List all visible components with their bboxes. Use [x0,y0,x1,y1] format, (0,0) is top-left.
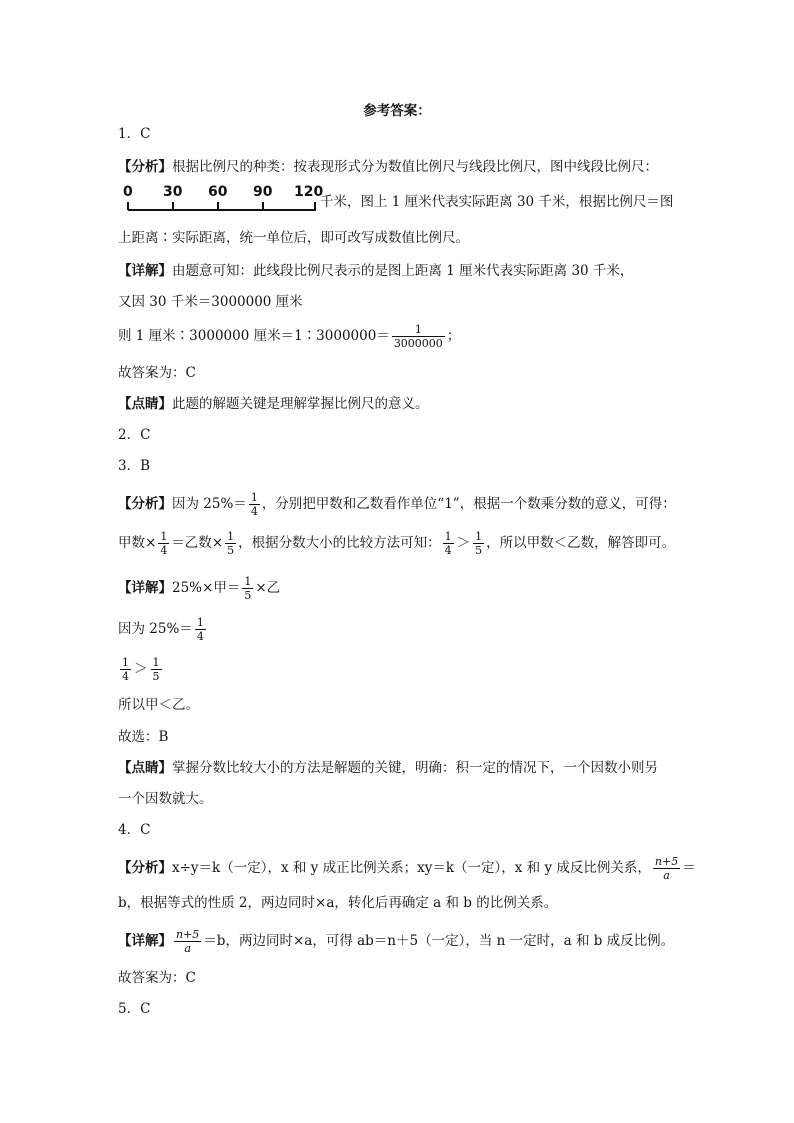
fraction-denominator: 4 [250,505,258,518]
fraction-denominator: 5 [244,589,252,602]
fraction-denominator: 3000000 [393,337,443,350]
fraction-denominator: 5 [152,670,160,683]
fraction-numerator: 1 [475,530,483,543]
fraction-numerator: 1 [244,575,252,588]
q3-number: 3．B [118,458,151,474]
fraction-numerator: 1 [160,530,168,543]
scale-tick-label: 0 [123,184,133,200]
q1-number: 1．C [118,126,151,142]
q3-detail-text: 25%×甲＝ [172,580,241,596]
q3-analysis-text: ＝乙数× [171,535,224,551]
scale-tick-label: 60 [208,184,228,200]
q4-analysis-line2: b，根据等式的性质 2，两边同时×a，转化后再确定 a 和 b 的比例关系。 [118,895,558,911]
q1-detail-text: 由题意可知：此线段比例尺表示的是图上距离 1 厘米代表实际距离 30 千米， [172,263,634,279]
q1-detail-line3-text: 则 1 厘米∶3000000 厘米＝1∶3000000＝ [118,328,390,344]
greater-than-sign: ＞ [456,535,471,551]
fraction-denominator: a [184,942,191,955]
fraction-numerator: n+5 [654,855,679,868]
q3-comment [118,758,658,778]
q1-comment-text: 此题的解题关键是理解掌握比例尺的意义。 [172,396,429,412]
detail-tag: 【详解】 [118,580,172,596]
q1-scale-after: 千米，图上 1 厘米代表实际距离 30 千米，根据比例尺＝图 [320,194,674,210]
page-title: 参考答案： [363,103,431,119]
fraction [174,928,201,955]
fraction-denominator: 4 [160,544,168,557]
q5-number: 5．C [118,1001,151,1017]
fraction-denominator: 4 [122,670,129,683]
q3-analysis-text: ，根据分数大小的比较方法可知： [238,535,441,551]
q4-answer: 故答案为：C [118,970,196,986]
comment-tag: 【点睛】 [118,396,172,412]
fraction-numerator: n+5 [176,928,200,941]
q1-analysis-text: 根据比例尺的种类：按表现形式分为数值比例尺与线段比例尺，图中线段比例尺： [172,159,658,175]
fraction [653,855,680,882]
fraction-numerator: 1 [444,530,452,543]
fraction [443,530,454,557]
fraction [120,656,131,683]
q4-number: 4．C [118,822,151,838]
fraction [151,656,162,683]
q1-detail [118,261,633,281]
comment-tag: 【点睛】 [118,760,172,776]
q1-detail-line3-end: ； [446,328,461,344]
q3-analysis-line2 [118,529,675,557]
fraction-numerator: 1 [250,491,258,504]
q3-analysis-text: ，分别把甲数和乙数看作单位“1”，根据一个数乘分数的意义，可得： [261,496,676,512]
fraction-numerator: 1 [227,530,235,543]
q1-answer: 故答案为：C [118,365,196,381]
fraction [225,530,236,557]
fraction-denominator: 4 [444,544,452,557]
q4-detail [118,927,674,955]
q3-detail-line3 [118,655,164,683]
q3-conclusion: 所以甲＜乙。 [118,697,199,713]
fraction [158,530,169,557]
scale-bar-graphic [118,200,328,214]
fraction-numerator: 1 [196,616,204,629]
fraction-denominator: 5 [227,544,235,557]
q2-number: 2．C [118,427,151,443]
fraction-numerator: 1 [392,323,445,337]
equals-sign: ＝ [682,860,696,876]
q3-detail [118,574,280,602]
fraction-numerator: 1 [152,656,160,669]
fraction [242,575,253,602]
q3-comment-text: 掌握分数比较大小的方法是解题的关键，明确：积一定的情况下，一个因数小则另 [172,760,658,776]
q3-detail-line2 [118,615,208,643]
q3-detail-text: ×乙 [255,580,281,596]
q1-comment [118,394,429,414]
greater-than-sign: ＞ [134,661,148,677]
scale-tick-label: 90 [253,184,273,200]
q1-analysis [118,157,658,177]
q4-analysis-text: x÷y＝k（一定），x 和 y 成正比例关系；xy＝k（一定），x 和 y 成反比例关系， [172,860,651,876]
q3-analysis [118,490,676,518]
fraction-denominator: a [663,869,670,882]
q1-detail-line3 [118,322,460,350]
q3-detail-text: 因为 25%＝ [118,621,193,637]
fraction [195,616,206,643]
fraction [249,491,260,518]
q3-analysis-text: ，所以甲数＜乙数，解答即可。 [486,535,676,551]
q4-analysis [118,854,696,882]
detail-tag: 【详解】 [118,933,172,949]
q3-analysis-text: 因为 25%＝ [172,496,247,512]
detail-tag: 【详解】 [118,263,172,279]
analysis-tag: 【分析】 [118,860,172,876]
fraction-numerator: 1 [122,656,129,669]
fraction [473,530,484,557]
scale-tick-label: 120 [294,184,324,200]
q4-detail-text: ＝b，两边同时×a，可得 ab＝n＋5（一定），当 n 一定时，a 和 b 成反比例。 [203,933,675,949]
q1-detail-line2: 又因 30 千米＝3000000 厘米 [118,294,303,310]
fraction [392,323,445,350]
q1-scale-bar [118,182,328,216]
fraction-denominator: 5 [475,544,483,557]
q3-comment-line2: 一个因数就大。 [118,791,213,807]
q1-analysis-cont: 上距离∶实际距离，统一单位后，即可改写成数值比例尺。 [118,230,469,246]
q3-analysis-text: 甲数× [118,535,157,551]
analysis-tag: 【分析】 [118,496,172,512]
analysis-tag: 【分析】 [118,159,172,175]
q3-choose: 故选：B [118,729,169,745]
scale-tick-label: 30 [163,184,183,200]
fraction-denominator: 4 [196,630,204,643]
